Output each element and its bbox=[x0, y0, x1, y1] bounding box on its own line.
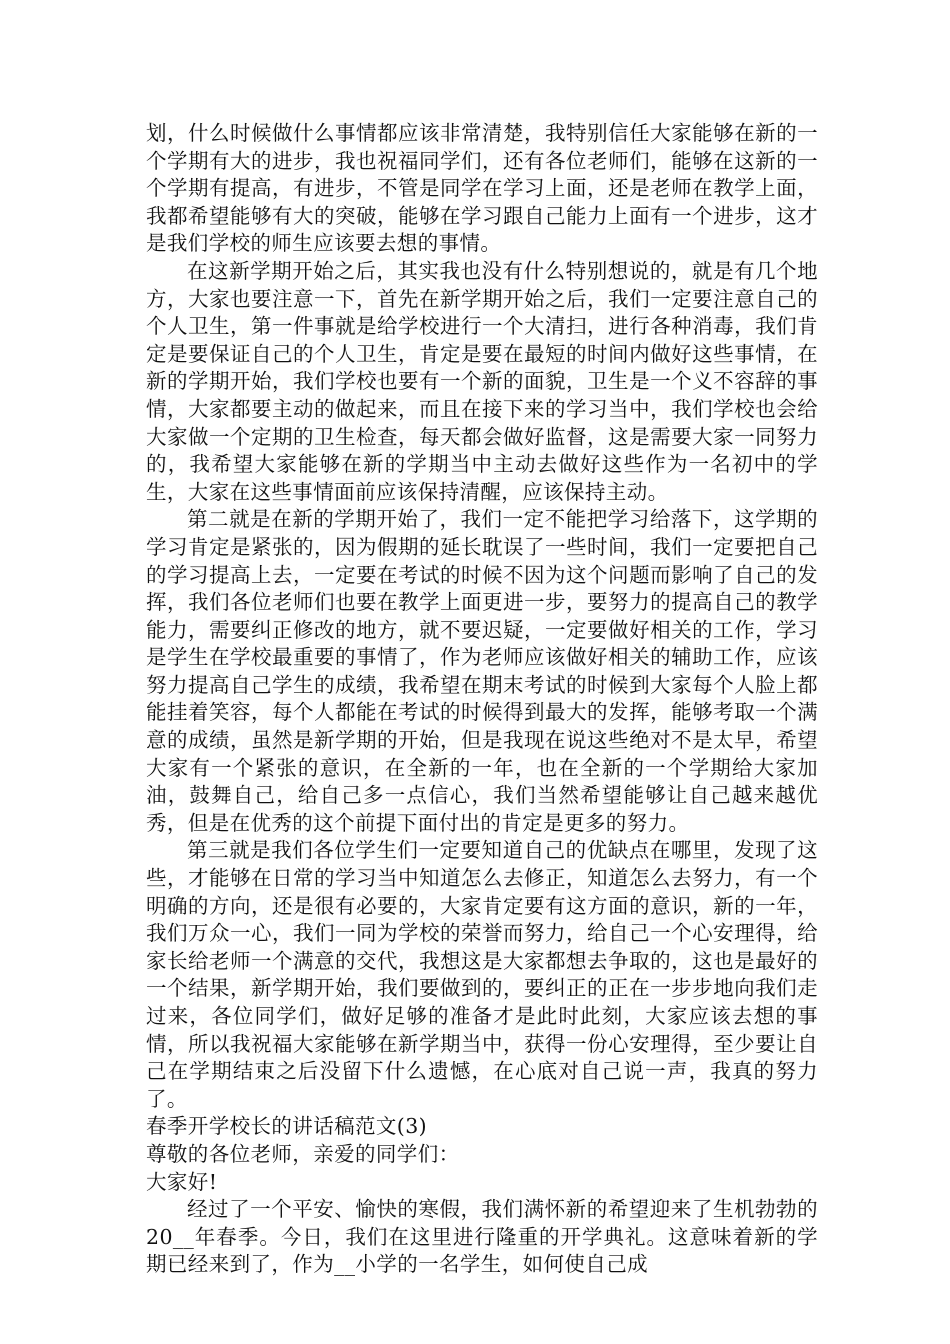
paragraph-continuation: 划，什么时候做什么事情都应该非常清楚，我特别信任大家能够在新的一个学期有大的进步，我也祝福同学们，还有各位老师们，能够在这新的一个学期有提高，有进步，不管是同学在学习上面，还是老师在教学上面，我都希望能够有大的突破，能够在学习跟自己能力上面有一个进步，这才是我们学校的师生应该要去想的事情。 bbox=[146, 121, 818, 256]
paragraph-hygiene: 在这新学期开始之后，其实我也没有什么特别想说的，就是有几个地方，大家也要注意一下，首先在新学期开始之后，我们一定要注意自己的个人卫生，第一件事就是给学校进行一个大清扫，进行各种消毒，我们肯定是要保证自己的个人卫生，肯定是要在最短的时间内做好这些事情，在新的学期开始，我们学校也要有一个新的面貌，卫生是一个义不容辞的事情，大家都要主动的做起来，而且在接下来的学习当中，我们学校也会给大家做一个定期的卫生检查，每天都会做好监督，这是需要大家一同努力的，我希望大家能够在新的学期当中主动去做好这些作为一名初中的学生，大家在这些事情面前应该保持清醒，应该保持主动。 bbox=[146, 258, 818, 504]
salutation: 尊敬的各位老师，亲爱的同学们： bbox=[146, 1141, 460, 1166]
greeting: 大家好! bbox=[146, 1169, 218, 1194]
paragraph-opening: 经过了一个平安、愉快的寒假，我们满怀新的希望迎来了生机勃勃的20__年春季。今日，我们在这里进行隆重的开学典礼。这意味着新的学期已经来到了，作为__小学的一名学生，如何使自己成 bbox=[146, 1197, 818, 1277]
paragraph-strengths: 第三就是我们各位学生们一定要知道自己的优缺点在哪里，发现了这些，才能够在日常的学习当中知道怎么去修正，知道怎么去努力，有一个明确的方向，还是很有必要的，大家肯定要有这方面的意识，新的一年，我们万众一心，我们一同为学校的荣誉而努力，给自己一个心安理得，给家长给老师一个满意的交代，我想这是大家都想去争取的，这也是最好的一个结果，新学期开始，我们要做到的，要纠正的正在一步步地向我们走过来，各位同学们，做好足够的准备才是此时此刻，大家应该去想的事情，所以我祝福大家能够在新学期当中，获得一份心安理得，至少要让自己在学期结束之后没留下什么遗憾，在心底对自己说一声，我真的努力了。 bbox=[146, 838, 818, 1111]
section-title: 春季开学校长的讲话稿范文(3) bbox=[146, 1114, 428, 1139]
paragraph-study: 第二就是在新的学期开始了，我们一定不能把学习给落下，这学期的学习肯定是紧张的，因为假期的延长耽误了一些时间，我们一定要把自己的学习提高上去，一定要在考试的时候不因为这个问题而影响了自己的发挥，我们各位老师们也要在教学上面更进一步，要努力的提高自己的教学能力，需要纠正修改的地方，就不要迟疑，一定要做好相关的工作，学习是学生在学校最重要的事情了，作为老师应该做好相关的辅助工作，应该努力提高自己学生的成绩，我希望在期末考试的时候到大家每个人脸上都能挂着笑容，每个人都能在考试的时候得到最大的发挥，能够考取一个满意的成绩，虽然是新学期的开始，但是我现在说这些绝对不是太早，希望大家有一个紧张的意识，在全新的一年，也在全新的一个学期给大家加油，鼓舞自己，给自己多一点信心，我们当然希望能够让自己越来越优秀，但是在优秀的这个前提下面付出的肯定是更多的努力。 bbox=[146, 507, 818, 835]
document-page bbox=[146, 120, 818, 1279]
